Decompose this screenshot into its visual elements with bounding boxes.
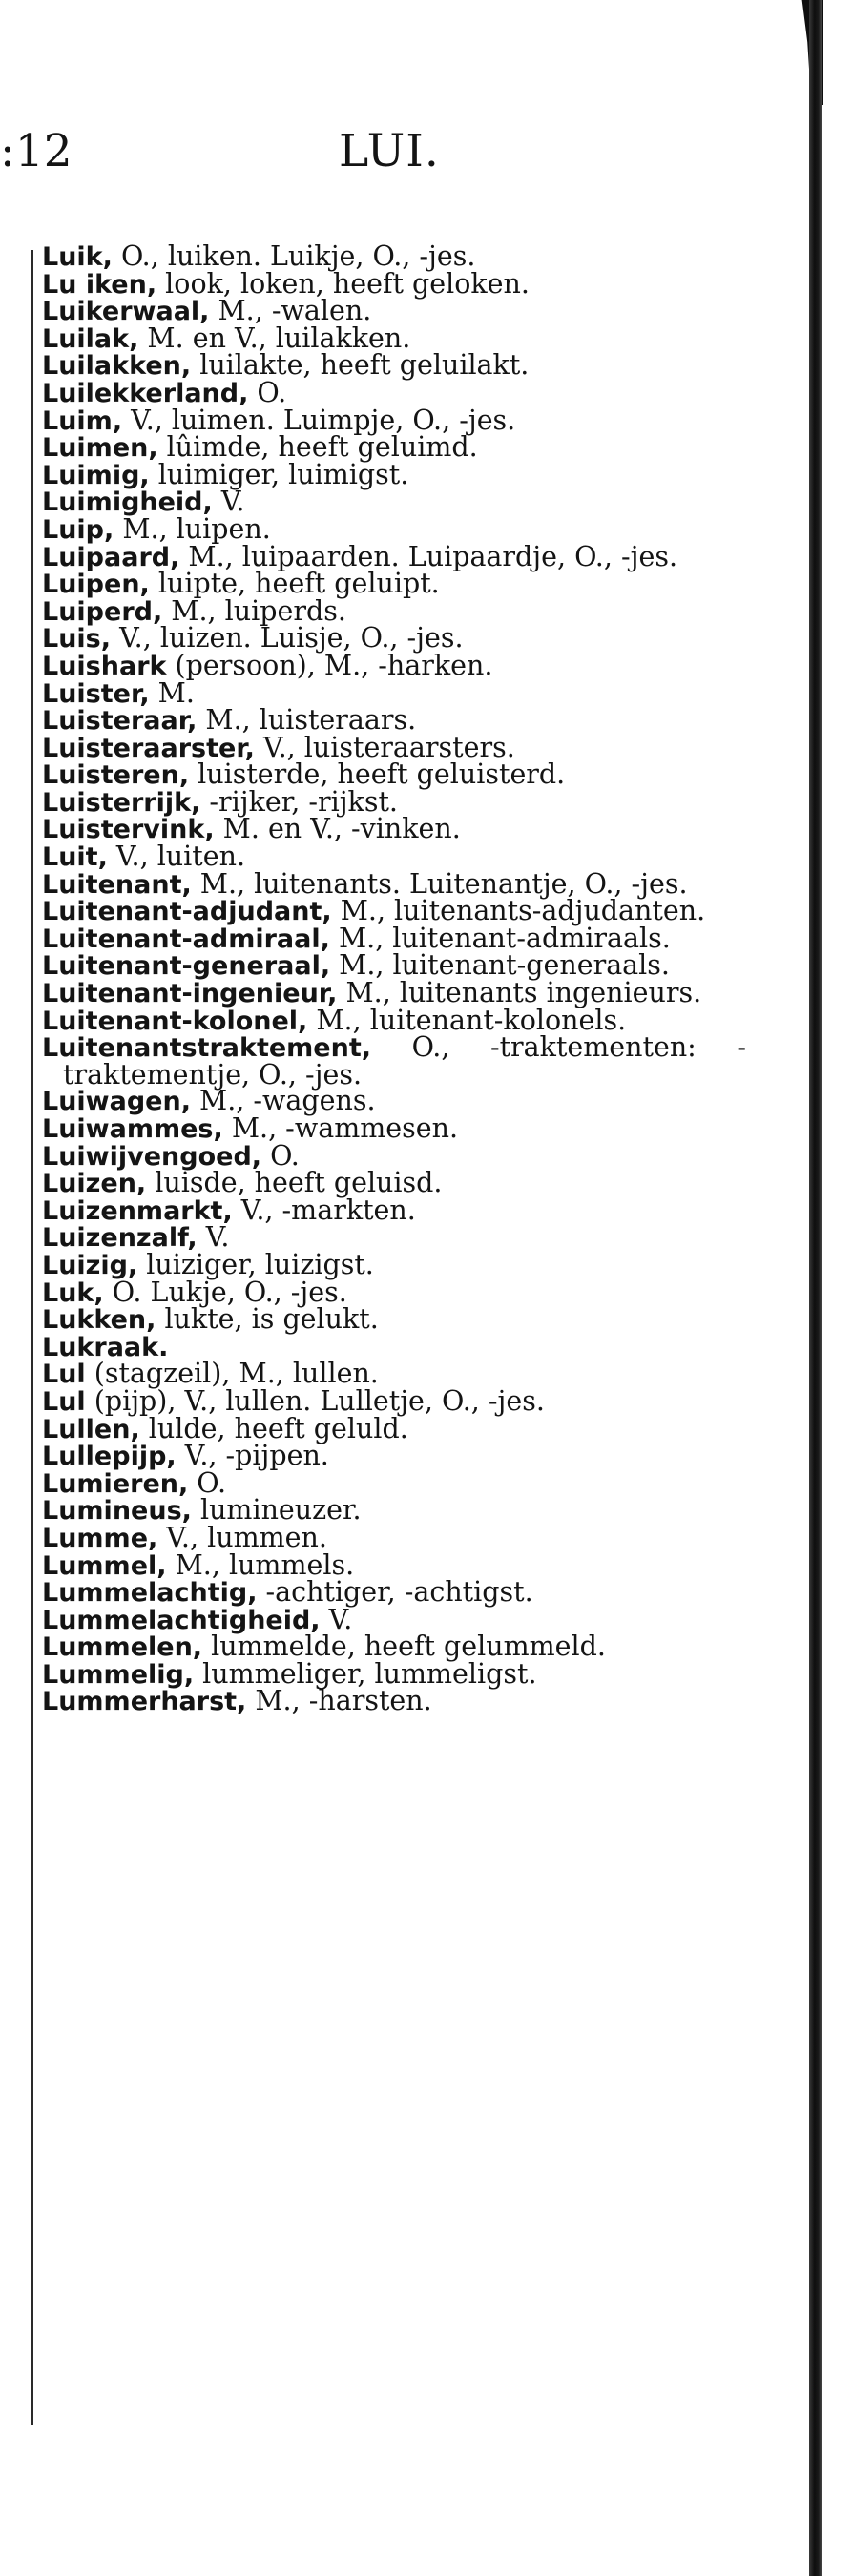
entry-headword: Lukraak. — [42, 1332, 169, 1362]
entry-headword: Luizenzalf, — [42, 1223, 198, 1254]
dictionary-entry — [42, 376, 746, 408]
entry-headword: Lukken, — [42, 1305, 156, 1336]
entry-headword: Luilekkerland, — [42, 378, 249, 408]
entry-headword: Luiwagen, — [42, 1087, 191, 1117]
entry-headword: Luistervink, — [42, 815, 215, 845]
dictionary-entry — [42, 1466, 746, 1499]
entry-headword: Luiwammes, — [42, 1114, 223, 1144]
binding-edge — [809, 0, 822, 2576]
dictionary-entry — [42, 512, 746, 545]
entry-definition: V., -pijpen. — [176, 1440, 329, 1472]
entry-definition: O. — [248, 376, 287, 408]
entry-headword: Lummelachtigheid, — [42, 1605, 321, 1635]
entry-definition: (persoon), M., -harken. — [166, 649, 493, 681]
entry-definition: M., luitenant-kolonels. — [307, 1004, 627, 1036]
entry-headword: Luit, — [42, 842, 108, 873]
dictionary-entry — [42, 785, 746, 818]
entry-headword: Luitenant-kolonel, — [42, 1006, 308, 1036]
entry-definition: M. — [149, 676, 195, 709]
dictionary-entry — [42, 1633, 746, 1661]
entry-headword: Lummerharst, — [42, 1687, 247, 1717]
dictionary-entry — [42, 1139, 746, 1172]
dictionary-entry — [42, 1248, 746, 1280]
page-number: :12 — [0, 125, 73, 177]
dictionary-entry — [42, 1303, 746, 1336]
dictionary-entry — [42, 240, 746, 272]
running-head: LUI. — [339, 125, 440, 177]
entry-definition: O., luiken. Luikje, O., -jes. — [112, 240, 476, 272]
entry-definition: O., -traktementen: -traktementje, O., -jes. — [63, 1031, 746, 1091]
entry-headword: Luk, — [42, 1278, 104, 1308]
entry-headword: Luizenmarkt, — [42, 1195, 233, 1226]
dictionary-entry — [42, 622, 746, 654]
entry-definition: (stagzeil), M., lullen. — [85, 1358, 379, 1390]
entry-headword: Luizen, — [42, 1169, 147, 1199]
entry-headword: Lumme, — [42, 1523, 158, 1553]
dictionary-entry — [42, 1276, 746, 1308]
entry-definition: lûimde, heeft geluimd. — [157, 431, 478, 464]
entry-headword: Luizig, — [42, 1250, 138, 1280]
entry-definition: M., luiperds. — [162, 594, 346, 627]
entry-definition: luiziger, luizigst. — [137, 1248, 374, 1280]
dictionary-entry — [42, 895, 746, 927]
entry-headword: Luilak, — [42, 323, 139, 354]
dictionary-entry — [42, 922, 746, 954]
dictionary-entry — [42, 594, 746, 627]
entry-definition: V., luisteraarsters. — [254, 731, 515, 763]
entry-definition: lulde, heeft geluld. — [139, 1412, 408, 1444]
dictionary-entry — [42, 1194, 746, 1226]
entry-definition: lummelde, heeft gelummeld. — [202, 1631, 606, 1663]
entry-headword: Lumineus, — [42, 1496, 192, 1527]
dictionary-entry — [42, 977, 746, 1009]
entry-definition: look, loken, heeft geloken. — [156, 267, 530, 300]
entry-definition: M. en V., -vinken. — [214, 813, 461, 845]
entry-headword: Luisteren, — [42, 760, 190, 791]
entry-definition: luilakte, heeft geluilakt. — [191, 349, 530, 382]
entry-definition: V., -markten. — [232, 1194, 416, 1226]
entry-headword: Lummelig, — [42, 1659, 195, 1690]
entry-headword: Luim, — [42, 405, 123, 436]
entry-definition: M., luitenants-adjudanten. — [331, 895, 706, 927]
dictionary-entry — [42, 295, 746, 327]
dictionary-entry — [42, 488, 746, 516]
entry-definition: M., luitenants. Luitenantje, O., -jes. — [191, 867, 688, 900]
dictionary-entry — [42, 349, 746, 382]
entry-definition: M., lummels. — [166, 1548, 355, 1581]
dictionary-entry — [42, 431, 746, 464]
dictionary-entry — [42, 1603, 746, 1635]
dictionary-entry — [42, 1657, 746, 1690]
entry-headword: Lummel, — [42, 1550, 167, 1581]
entry-definition: M., luipaarden. Luipaardje, O., -jes. — [179, 540, 678, 572]
entry-headword: Luilakken, — [42, 351, 192, 382]
entry-definition: O. Lukje, O., -jes. — [103, 1276, 347, 1308]
entry-list — [42, 240, 746, 1717]
entry-headword: Luiperd, — [42, 596, 163, 627]
entry-headword: Lul — [42, 1386, 86, 1417]
entry-definition: M., luitenant-generaals. — [330, 949, 670, 982]
entry-definition: luipte, heeft geluipt. — [149, 568, 440, 600]
dictionary-entry — [42, 1521, 746, 1553]
dictionary-entry — [42, 1334, 746, 1361]
entry-headword: Luip, — [42, 514, 114, 545]
dictionary-entry — [42, 1548, 746, 1581]
entry-headword: Luister, — [42, 678, 150, 709]
entry-definition: luisterde, heeft geluisterd. — [189, 758, 566, 791]
entry-definition: V. — [212, 486, 245, 518]
dictionary-entry — [42, 704, 746, 737]
dictionary-entry — [42, 731, 746, 763]
entry-headword: Lu iken, — [42, 269, 157, 300]
entry-headword: Lumieren, — [42, 1468, 189, 1499]
entry-definition: V., luimen. Luimpje, O., -jes. — [122, 404, 516, 436]
dictionary-entry — [42, 1494, 746, 1527]
entry-definition: luimiger, luimigst. — [149, 458, 409, 490]
entry-definition: M., -harsten. — [246, 1685, 432, 1717]
entry-headword: Luisteraar, — [42, 706, 198, 737]
dictionary-entry — [42, 1685, 746, 1717]
dictionary-entry — [42, 458, 746, 490]
entry-headword: Luishark — [42, 651, 167, 681]
entry-headword: Luimig, — [42, 460, 150, 490]
dictionary-entry — [42, 1167, 746, 1199]
entry-headword: Luitenantstraktement, — [42, 1033, 371, 1064]
entry-headword: Luipaard, — [42, 542, 180, 572]
entry-headword: Lul — [42, 1360, 86, 1390]
entry-definition: M., luitenant-admiraals. — [329, 922, 671, 954]
entry-headword: Luimen, — [42, 433, 158, 464]
dictionary-entry — [42, 404, 746, 436]
entry-headword: Luikerwaal, — [42, 297, 210, 327]
dictionary-entry — [42, 867, 746, 900]
dictionary-entry — [42, 1221, 746, 1254]
dictionary-entry — [42, 1031, 746, 1091]
entry-definition: O. — [188, 1466, 227, 1499]
dictionary-entry — [42, 813, 746, 845]
page-header — [0, 125, 853, 186]
dictionary-entry — [42, 1440, 746, 1472]
entry-definition: lumineuzer. — [191, 1494, 362, 1527]
entry-headword: Luimigheid, — [42, 488, 213, 518]
entry-headword: Lummelen, — [42, 1632, 203, 1663]
entry-definition: -achtiger, -achtigst. — [257, 1576, 533, 1609]
entry-definition: lukte, is gelukt. — [156, 1303, 379, 1336]
entry-definition: V. — [197, 1221, 230, 1254]
entry-definition: M., -walen. — [209, 295, 372, 327]
entry-definition: M., -wagens. — [190, 1085, 376, 1117]
dictionary-entry — [42, 758, 746, 791]
entry-headword: Luisterrijk, — [42, 787, 201, 818]
dictionary-entry — [42, 1085, 746, 1117]
dictionary-entry — [42, 1412, 746, 1444]
entry-headword: Luisteraarster, — [42, 733, 255, 763]
entry-definition: V., lummen. — [157, 1521, 327, 1553]
left-column-rule — [31, 250, 33, 2425]
dictionary-entry — [42, 322, 746, 354]
entry-definition: M. en V., luilakken. — [138, 322, 411, 354]
entry-headword: Lullen, — [42, 1414, 140, 1444]
entry-headword: Luik, — [42, 242, 113, 272]
entry-headword: Lummelachtig, — [42, 1578, 258, 1609]
entry-headword: Luitenant-generaal, — [42, 951, 331, 982]
entry-definition: M., luipen. — [114, 512, 271, 545]
entry-definition: -rijker, -rijkst. — [200, 785, 398, 818]
dictionary-entry — [42, 1004, 746, 1036]
dictionary-entry — [42, 949, 746, 982]
entry-headword: Luitenant-admiraal, — [42, 924, 330, 954]
dictionary-entry — [42, 540, 746, 572]
entry-definition: V. — [320, 1603, 353, 1635]
entry-definition: M., luisteraars. — [197, 704, 417, 737]
dictionary-entry — [42, 1576, 746, 1609]
dictionary-entry — [42, 1358, 746, 1390]
entry-definition: lummeliger, lummeligst. — [194, 1657, 537, 1690]
entry-headword: Luipen, — [42, 570, 150, 600]
dictionary-entry — [42, 649, 746, 681]
entry-definition: (pijp), V., lullen. Lulletje, O., -jes. — [85, 1384, 545, 1417]
entry-headword: Luitenant-ingenieur, — [42, 979, 338, 1009]
dictionary-entry — [42, 1384, 746, 1417]
entry-headword: Lullepijp, — [42, 1442, 177, 1472]
entry-headword: Luitenant-adjudant, — [42, 897, 332, 927]
dictionary-entry — [42, 676, 746, 709]
entry-definition: V., luizen. Luisje, O., -jes. — [111, 622, 464, 654]
entry-definition: luisde, heeft geluisd. — [146, 1167, 443, 1199]
entry-definition: O. — [261, 1139, 300, 1172]
dictionary-entry — [42, 267, 746, 300]
entry-headword: Luitenant, — [42, 869, 192, 900]
entry-definition: V., luiten. — [107, 841, 246, 873]
dictionary-entry — [42, 843, 746, 871]
dictionary-entry — [42, 568, 746, 600]
dictionary-entry — [42, 1112, 746, 1144]
entry-headword: Luis, — [42, 624, 112, 654]
entry-definition: M., luitenants ingenieurs. — [337, 977, 702, 1009]
entry-headword: Luiwijvengoed, — [42, 1141, 262, 1172]
entry-definition: M., -wammesen. — [222, 1112, 459, 1144]
